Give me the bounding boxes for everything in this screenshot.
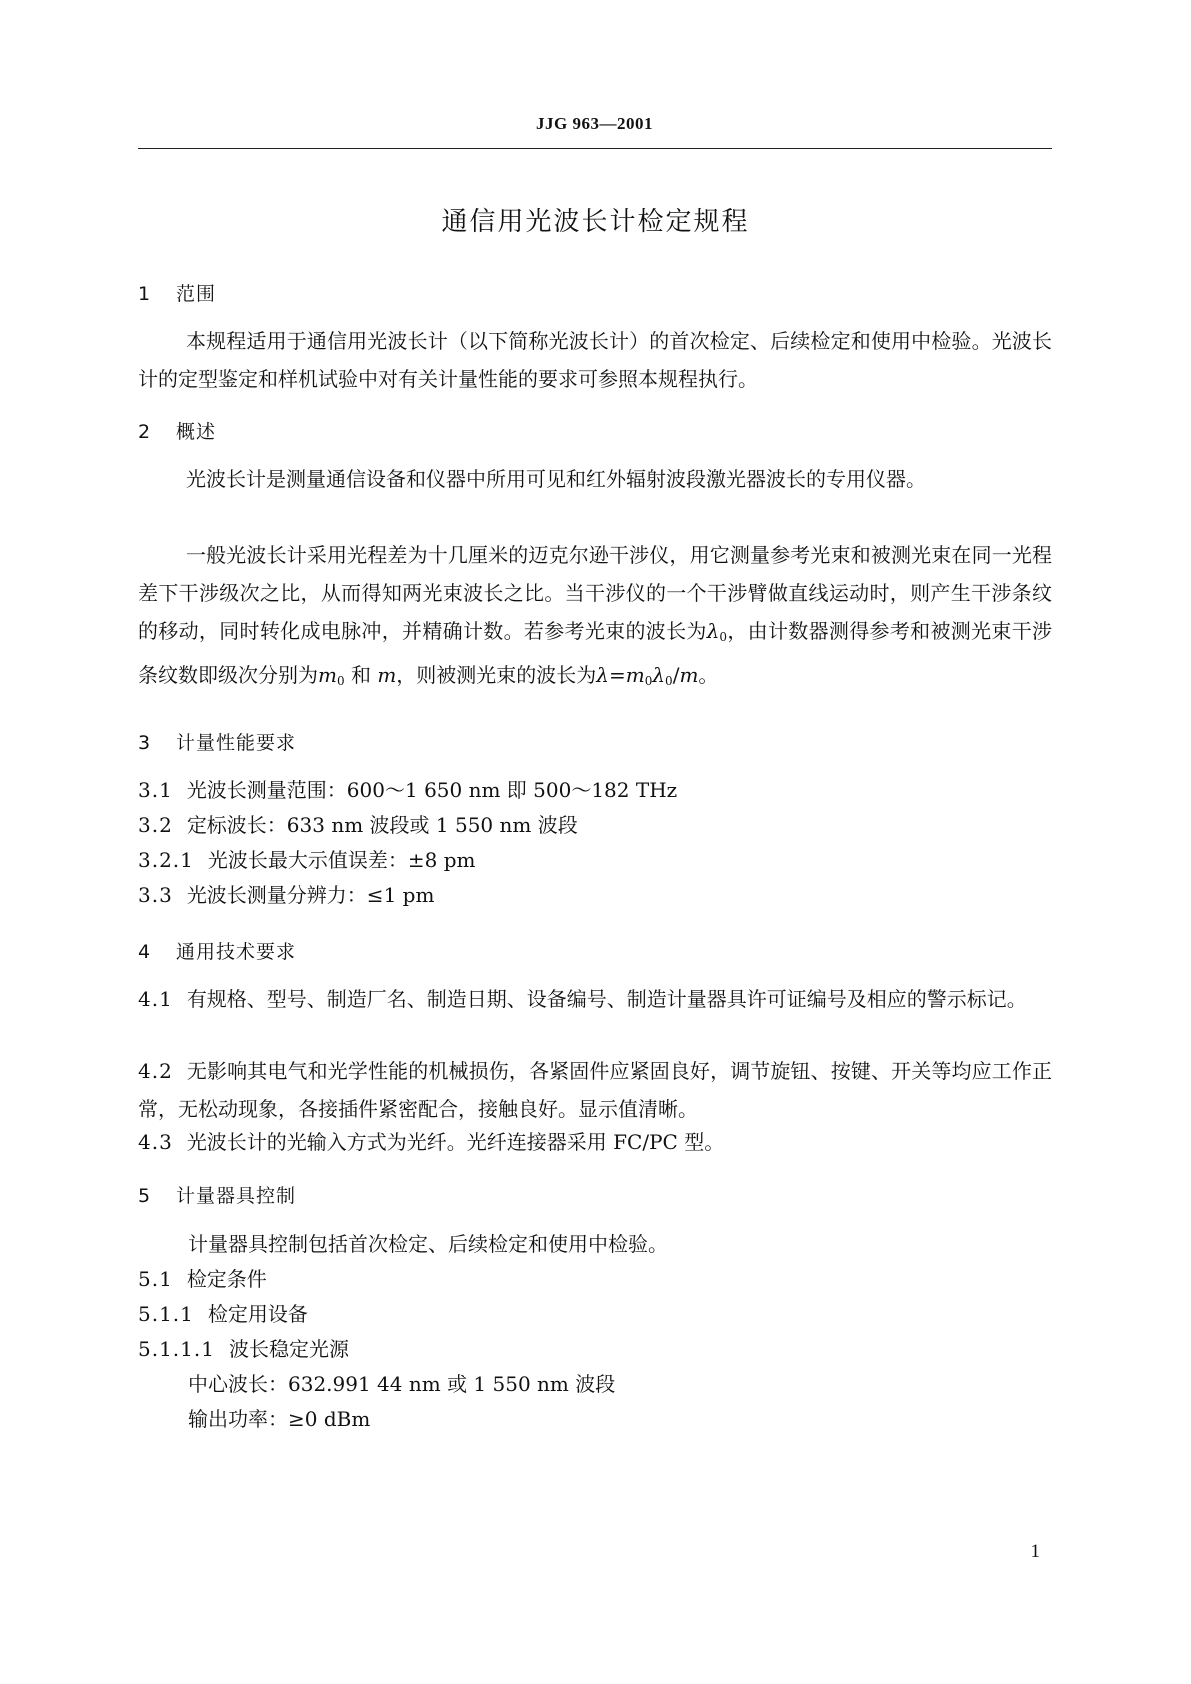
section-number: 5: [138, 1185, 152, 1207]
clause-number: 3.2: [138, 813, 173, 837]
clause-5-1-1-1: [138, 1330, 1052, 1368]
section-title: 计量器具控制: [176, 1185, 297, 1207]
text-run: 和: [350, 663, 371, 687]
clause-number: 3.3: [138, 883, 173, 907]
section-title: 概述: [176, 421, 217, 443]
slash: /: [672, 663, 680, 687]
clause-number: 5.1: [138, 1267, 173, 1291]
text-run: 一般光波长计采用光程差为十几厘米的迈克尔逊干涉仪，用它测量参考光束和被测光束在同一光程差下干涉级次之比，从而得知两光束波长之比。当干涉仪的一个干涉臂做直线运动时，则产生干涉条纹的移动，同时转化成电脉冲，并精确计数。若参考光束的波长为: [138, 543, 1052, 643]
m-symbol: m: [318, 663, 337, 687]
section-number: 3: [138, 732, 152, 754]
clause-5-1-1: [138, 1295, 1052, 1333]
clause-4-1: [138, 980, 1052, 1018]
clause-number: 5.1.1.1: [138, 1337, 215, 1361]
clause-text: 检定条件: [186, 1267, 267, 1291]
subscript-0: 0: [665, 674, 673, 688]
m-symbol: m: [679, 663, 699, 687]
lambda-symbol: λ: [596, 663, 609, 687]
document-title: 通信用光波长计检定规程: [441, 207, 750, 237]
spec-output-power: 输出功率：≥0 dBm: [188, 1407, 371, 1431]
spec-center-wavelength: 中心波长：632.991 44 nm 或 1 550 nm 波段: [188, 1372, 616, 1396]
period: 。: [698, 663, 719, 687]
clause-3-3: [138, 876, 1052, 914]
section-title: 通用技术要求: [176, 941, 297, 963]
subscript-0: 0: [644, 674, 653, 688]
clause-number: 3.1: [138, 778, 173, 802]
clause-text: 定标波长：633 nm 波段或 1 550 nm 波段: [186, 813, 578, 837]
section-1-heading: [138, 279, 1052, 306]
clause-3-2: [138, 806, 1052, 844]
clause-4-3: [138, 1123, 1052, 1161]
clause-text: 光波长测量范围：600～1 650 nm 即 500～182 THz: [186, 778, 678, 802]
equals-sign: =: [608, 663, 626, 687]
section-1-paragraph: 本规程适用于通信用光波长计（以下简称光波长计）的首次检定、后续检定和使用中检验。光波长计的定型鉴定和样机试验中对有关计量性能的要求可参照本规程执行。: [138, 329, 1052, 391]
clause-number: 4.1: [138, 987, 173, 1011]
clause-text: 波长稳定光源: [228, 1337, 349, 1361]
text-run: ，则被测光束的波长为: [396, 663, 597, 687]
clause-text: 光波长测量分辨力：≤1 pm: [186, 883, 435, 907]
page-number: 1: [1030, 1541, 1040, 1562]
section-number: 2: [138, 421, 152, 443]
clause-text: 检定用设备: [207, 1302, 308, 1326]
clause-text: 光波长计的光输入方式为光纤。光纤连接器采用 FC/PC 型。: [186, 1130, 725, 1154]
m-symbol: m: [377, 663, 397, 687]
section-title: 计量性能要求: [176, 732, 297, 754]
section-2-paragraph-1: 光波长计是测量通信设备和仪器中所用可见和红外辐射波段激光器波长的专用仪器。: [186, 467, 926, 491]
clause-3-1: [138, 771, 1052, 809]
section-2-heading: [138, 417, 1052, 444]
m-symbol: m: [625, 663, 645, 687]
clause-text: 光波长最大示值误差：±8 pm: [207, 848, 476, 872]
clause-number: 3.2.1: [138, 848, 194, 872]
standard-code-header: JJG 963—2001: [536, 114, 653, 133]
section-5-heading: [138, 1181, 1052, 1208]
clause-text: 有规格、型号、制造厂名、制造日期、设备编号、制造计量器具许可证编号及相应的警示标记。: [186, 987, 1027, 1011]
clause-text: 无影响其电气和光学性能的机械损伤，各紧固件应紧固良好，调节旋钮、按键、开关等均应工作正常，无松动现象，各接插件紧密配合，接触良好。显示值清晰。: [138, 1059, 1052, 1121]
section-3-heading: [138, 728, 1052, 755]
section-number: 4: [138, 941, 152, 963]
lambda-symbol: λ: [652, 663, 666, 687]
text-run: ，由计数器测得参考和被测光束干涉条纹数即级次分别为: [138, 619, 1053, 687]
clause-3-2-1: [138, 841, 1052, 879]
header-rule: [138, 148, 1052, 149]
section-number: 1: [138, 283, 152, 305]
section-title: 范围: [176, 283, 217, 305]
clause-number: 4.3: [138, 1130, 173, 1154]
clause-number: 4.2: [138, 1059, 173, 1083]
section-5-paragraph: 计量器具控制包括首次检定、后续检定和使用中检验。: [188, 1232, 668, 1256]
lambda-symbol: λ: [706, 619, 720, 643]
clause-5-1: [138, 1260, 1052, 1298]
subscript-0: 0: [336, 674, 345, 688]
section-4-heading: [138, 937, 1052, 964]
clause-number: 5.1.1: [138, 1302, 194, 1326]
subscript-0: 0: [719, 630, 728, 644]
clause-4-2: [138, 1052, 1052, 1128]
section-2-paragraph-2: [138, 536, 1052, 700]
